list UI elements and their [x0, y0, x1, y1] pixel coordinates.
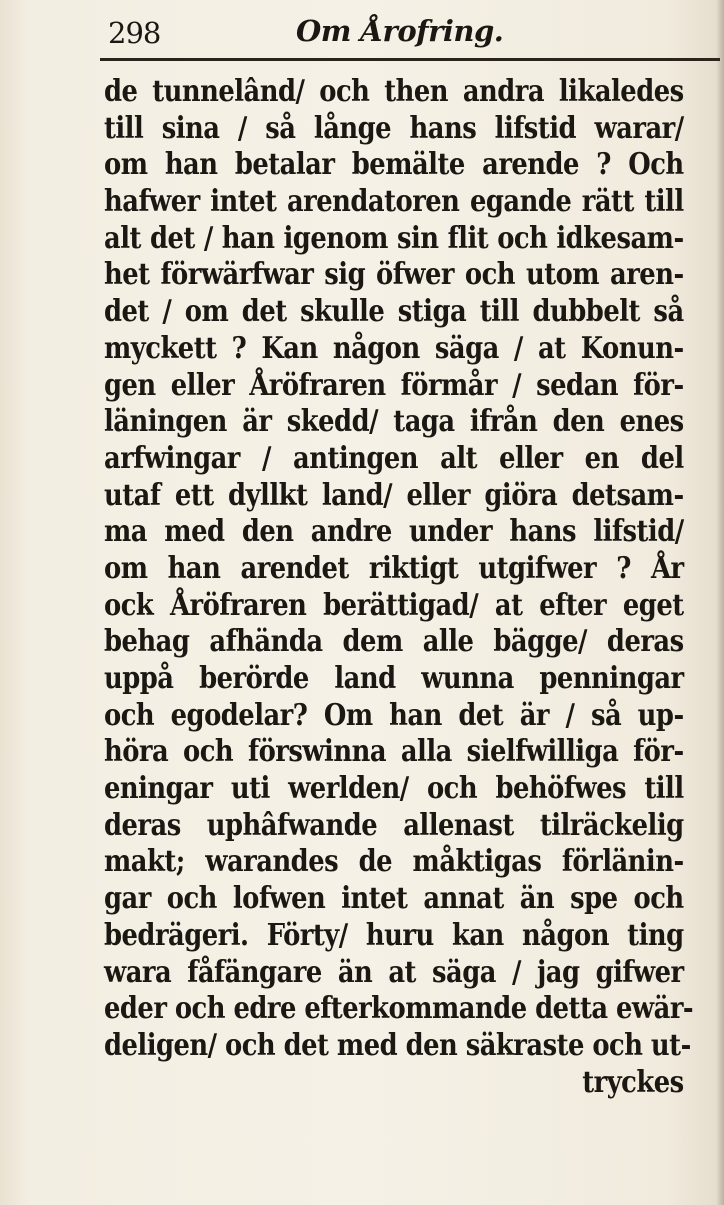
header-rule [100, 58, 720, 61]
text-line: läningen är skedd/ taga ifrån den enes [104, 404, 684, 440]
text-line: höra och förswinna alla sielfwilliga för- [104, 734, 684, 770]
text-line: arfwingar / antingen alt eller en del [104, 440, 684, 476]
text-line: till sina / så långe hans lifstid warar/ [104, 110, 684, 146]
body-text [104, 74, 694, 1101]
text-line: uppå berörde land wunna penningar [104, 661, 684, 696]
text-line: och egodelar? Om han det är / så up- [104, 697, 684, 733]
page-number: 298 [108, 16, 161, 50]
page-edge-shadow [716, 0, 724, 1205]
text-line: om han arendet riktigt utgifwer ? År [104, 550, 684, 586]
text-line: deligen/ och det med den säkraste och ut- [104, 1027, 691, 1063]
text-line: gar och lofwen intet annat än spe och [104, 881, 684, 917]
page-header [0, 14, 724, 54]
text-line: hafwer intet arendatoren egande rätt till [104, 184, 684, 220]
running-title: Om Årofring. [296, 14, 504, 48]
catchword: tryckes [582, 1064, 684, 1100]
text-line: de tunnelând/ och then andra likaledes [104, 74, 684, 109]
text-line: ma med den andre under hans lifstid/ [104, 514, 684, 550]
text-line: myckett ? Kan någon säga / at Konun- [104, 330, 684, 366]
text-line: wara fåfängare än at säga / jag gifwer [104, 954, 684, 990]
text-line: eder och edre efterkommande detta ewär- [104, 991, 694, 1027]
text-line: bedrägeri. Förty/ huru kan någon ting [104, 917, 684, 953]
text-line: det / om det skulle stiga till dubbelt så [104, 294, 684, 330]
text-line: ock Åröfraren berättigad/ at efter eget [104, 587, 684, 623]
text-line: het förwärfwar sig öfwer och utom aren- [104, 257, 684, 293]
text-line: gen eller Åröfraren förmår / sedan för- [104, 367, 684, 403]
text-line: behag afhända dem alle bägge/ deras [104, 624, 684, 660]
text-line: eningar uti werlden/ och behöfwes till [104, 771, 684, 807]
text-line: deras uphâfwande allenast tilräckelig [104, 807, 684, 843]
text-line: om han betalar bemälte arende ? Och [104, 147, 684, 183]
text-line: utaf ett dyllkt land/ eller giöra detsam- [104, 477, 684, 513]
text-line: alt det / han igenom sin flit och idkesam- [104, 220, 684, 256]
text-line: makt; warandes de måktigas förlänin- [104, 844, 684, 880]
